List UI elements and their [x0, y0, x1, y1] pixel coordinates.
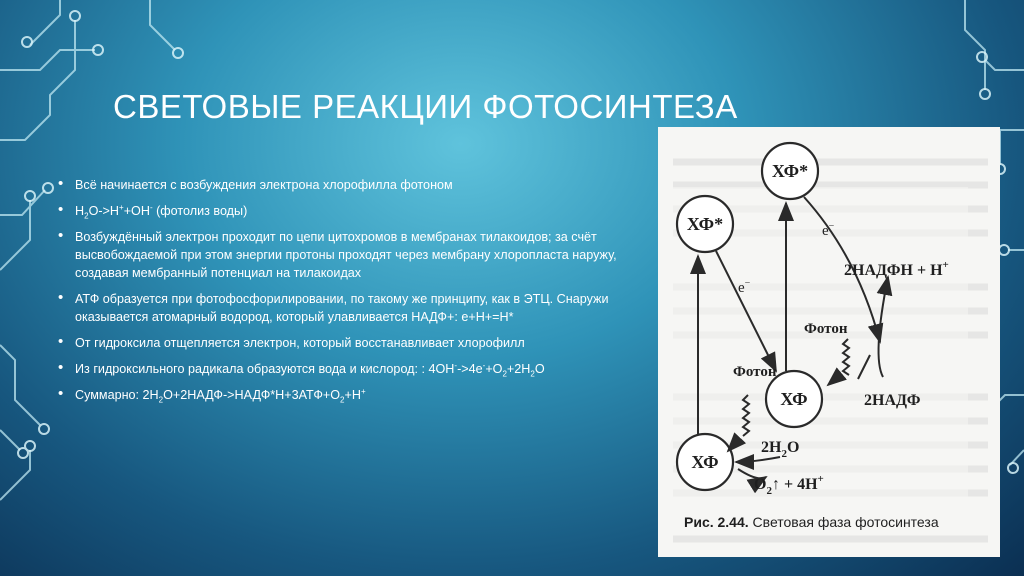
bullet-item: • Всё начинается с возбуждения электрона хлорофилла фотоном	[58, 176, 658, 194]
label-photon-1: Фотон	[733, 364, 777, 380]
figure-caption: Рис. 2.44. Световая фаза фотосинтеза	[684, 514, 939, 530]
bullet-item: • АТФ образуется при фотофосфорилировании, по такому же принципу, как в ЭТЦ. Снаружи оказывается атомарный водород, который улавливается НАДФ+: е+Н+=Н*	[58, 290, 658, 326]
label-nadp: 2НАДФ	[864, 392, 921, 409]
photosynthesis-figure	[658, 127, 1000, 557]
label-hf-star-top: ХФ*	[771, 161, 809, 181]
bullet-item: • Суммарно: $2Н_2О+2НАДФ->НАДФ*Н+3АТФ+О_2+Н^+$	[58, 386, 658, 404]
slide-title: СВЕТОВЫЕ РЕАКЦИИ ФОТОСИНТЕЗА	[113, 88, 738, 125]
label-electron-2: e−	[738, 278, 751, 296]
bullet-item: • $H_2O->H^++OH^-$ (фотолиз воды)	[58, 202, 658, 220]
bullet-item: • Возбуждённый электрон проходит по цепи цитохромов в мембранах тилакоидов; за счёт высвобождаемой при этом энергии протоны проходят через мембрану хлоропласта наружу, создавая мембранный потенциал на тилакоидах	[58, 228, 658, 282]
label-water: $2H_2O$	[761, 439, 800, 460]
bullet-item: • От гидроксила отщепляется электрон, который восстанавливает хлорофилл	[58, 334, 658, 352]
label-nadph: 2НАДФН + Н+	[844, 259, 949, 279]
label-oxygen: $O_2↑ + 4H^+$	[754, 473, 824, 497]
label-hf-mid: ХФ	[780, 389, 808, 409]
label-electron-1: e−	[822, 221, 835, 239]
light-phase-diagram	[658, 127, 1000, 557]
label-photon-2: Фотон	[804, 321, 848, 337]
label-hf-star-left: ХФ*	[686, 214, 724, 234]
bullet-list	[58, 176, 658, 412]
label-hf-bottom: ХФ	[691, 452, 719, 472]
bullet-item: • Из гидроксильного радикала образуются вода и кислород: : $4ОН^-->4е^-+O_2+2Н_2О$	[58, 360, 658, 378]
